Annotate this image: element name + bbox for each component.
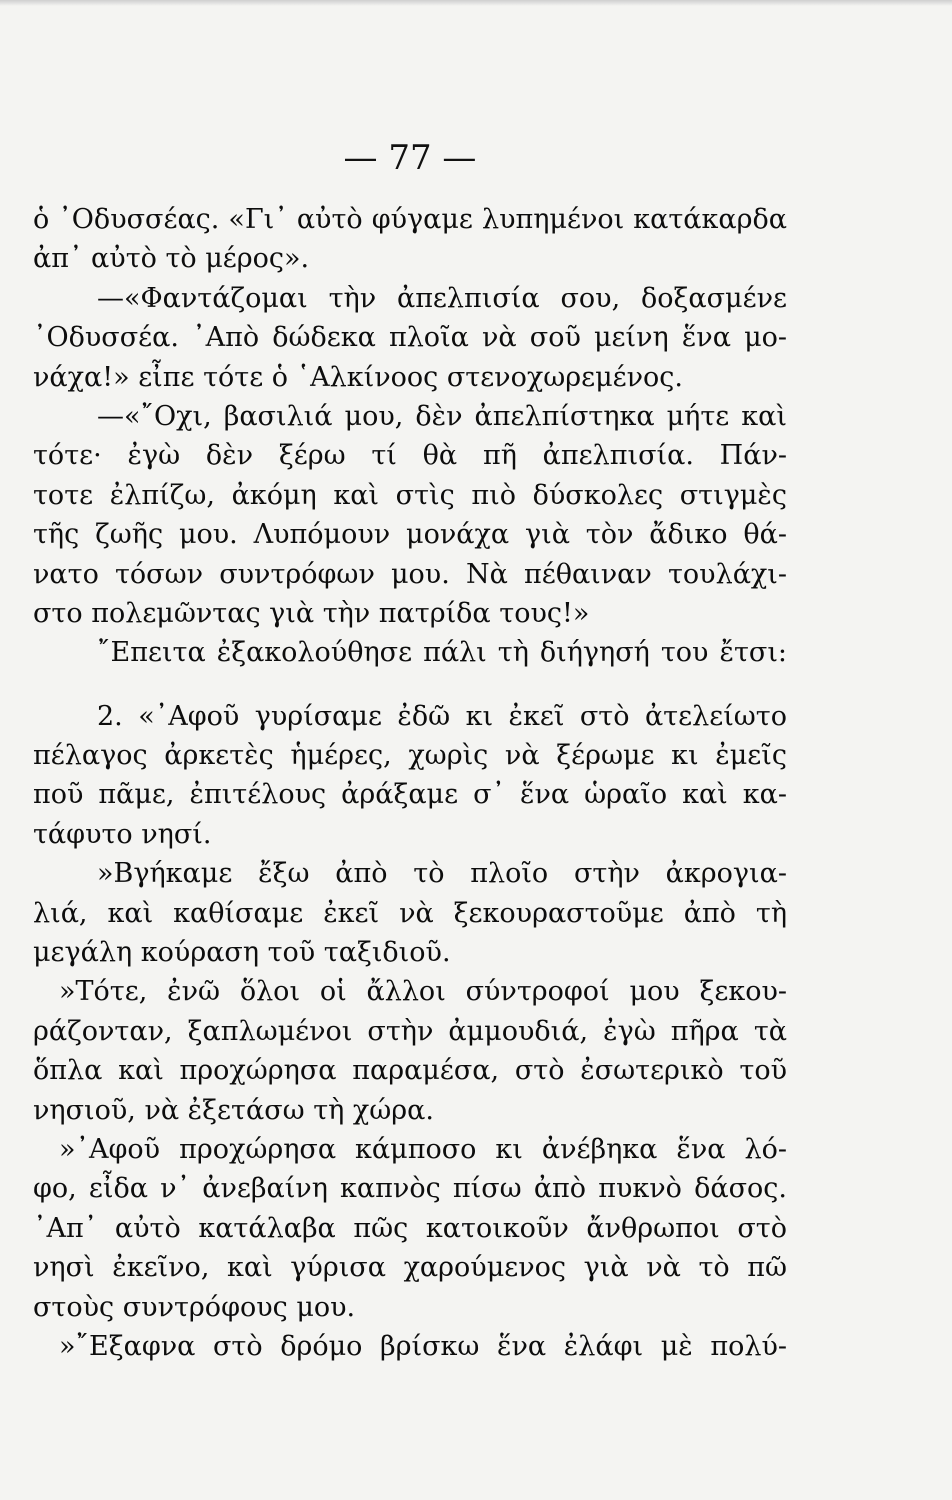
text-line: ὁ ᾿Οδυσσέας. «Γι᾿ αὐτὸ φύγαμε λυπημένοι κατάκαρδα xyxy=(33,204,787,235)
text-line: »῎Εξαφνα στὸ δρόμο βρίσκω ἕνα ἐλάφι μὲ πολύ- xyxy=(59,1330,787,1362)
text-line: ἀπ᾿ αὐτὸ τὸ μέρος». xyxy=(33,243,310,275)
text-line: »Βγήκαμε ἔξω ἀπὸ τὸ πλοῖο στὴν ἀκρογια- xyxy=(97,858,787,890)
text-line: στο πολεμῶντας γιὰ τὴν πατρίδα τους!» xyxy=(33,597,590,629)
text-line: νησὶ ἐκεῖνο, καὶ γύρισα χαρούμενος γιὰ νὰ τὸ πῶ xyxy=(33,1252,787,1284)
page-top-edge xyxy=(0,0,952,6)
text-line: ῎Επειτα ἐξακολούθησε πάλι τὴ διήγησή του ἔτσι: xyxy=(97,637,787,669)
text-line: νάχα!» εἶπε τότε ὁ ῾Αλκίνοος στενοχωρεμένος. xyxy=(33,361,683,393)
text-line: τῆς ζωῆς μου. Λυπόμουν μονάχα γιὰ τὸν ἄδικο θά- xyxy=(33,519,787,551)
body-text xyxy=(33,200,787,1366)
text-line: φο, εἶδα ν᾿ ἀνεβαίνη καπνὸς πίσω ἀπὸ πυκνὸ δάσος. xyxy=(33,1173,787,1205)
text-line: τάφυτο νησί. xyxy=(33,818,212,850)
text-line: τότε· ἐγὼ δὲν ξέρω τί θὰ πῆ ἀπελπισία. Πάν- xyxy=(33,440,787,472)
page-number: — 77 — xyxy=(343,138,477,178)
text-line: —«῎Οχι, βασιλιά μου, δὲν ἀπελπίστηκα μήτε καὶ xyxy=(97,400,787,432)
section-gap xyxy=(33,673,787,697)
text-line: »Τότε, ἐνῶ ὅλοι οἱ ἄλλοι σύντροφοί μου ξεκου- xyxy=(59,976,787,1008)
text-line: πέλαγος ἀρκετὲς ἡμέρες, χωρὶς νὰ ξέρωμε κι ἐμεῖς xyxy=(33,740,787,772)
section-heading-line: 2. «᾿Αφοῦ γυρίσαμε ἐδῶ κι ἐκεῖ στὸ ἀτελείωτο xyxy=(97,700,787,732)
text-line: ᾿Οδυσσέα. ᾿Απὸ δώδεκα πλοῖα νὰ σοῦ μείνη ἕνα μο- xyxy=(33,322,787,354)
text-line: ὅπλα καὶ προχώρησα παραμέσα, στὸ ἐσωτερικὸ τοῦ xyxy=(33,1055,787,1087)
text-line: ποῦ πᾶμε, ἐπιτέλους ἀράξαμε σ᾿ ἕνα ὡραῖο καὶ κα- xyxy=(33,779,787,811)
text-line: νησιοῦ, νὰ ἐξετάσω τὴ χώρα. xyxy=(33,1094,434,1126)
text-line: —«Φαντάζομαι τὴν ἀπελπισία σου, δοξασμένε xyxy=(97,282,787,314)
text-line: ᾿Απ᾿ αὐτὸ κατάλαβα πῶς κατοικοῦν ἄνθρωποι στὸ xyxy=(33,1212,787,1244)
text-line: νατο τόσων συντρόφων μου. Νὰ πέθαιναν τουλάχι- xyxy=(33,558,787,590)
text-line: μεγάλη κούραση τοῦ ταξιδιοῦ. xyxy=(33,937,451,969)
text-line: λιά, καὶ καθίσαμε ἐκεῖ νὰ ξεκουραστοῦμε ἀπὸ τὴ xyxy=(33,897,787,929)
text-line: τοτε ἐλπίζω, ἀκόμη καὶ στὶς πιὸ δύσκολες στιγμὲς xyxy=(33,479,787,511)
text-line: στοὺς συντρόφους μου. xyxy=(33,1291,356,1323)
text-line: ράζονταν, ξαπλωμένοι στὴν ἀμμουδιά, ἐγὼ πῆρα τὰ xyxy=(33,1015,787,1047)
text-line: »᾿Αφοῦ προχώρησα κάμποσο κι ἀνέβηκα ἕνα λό- xyxy=(59,1133,787,1165)
